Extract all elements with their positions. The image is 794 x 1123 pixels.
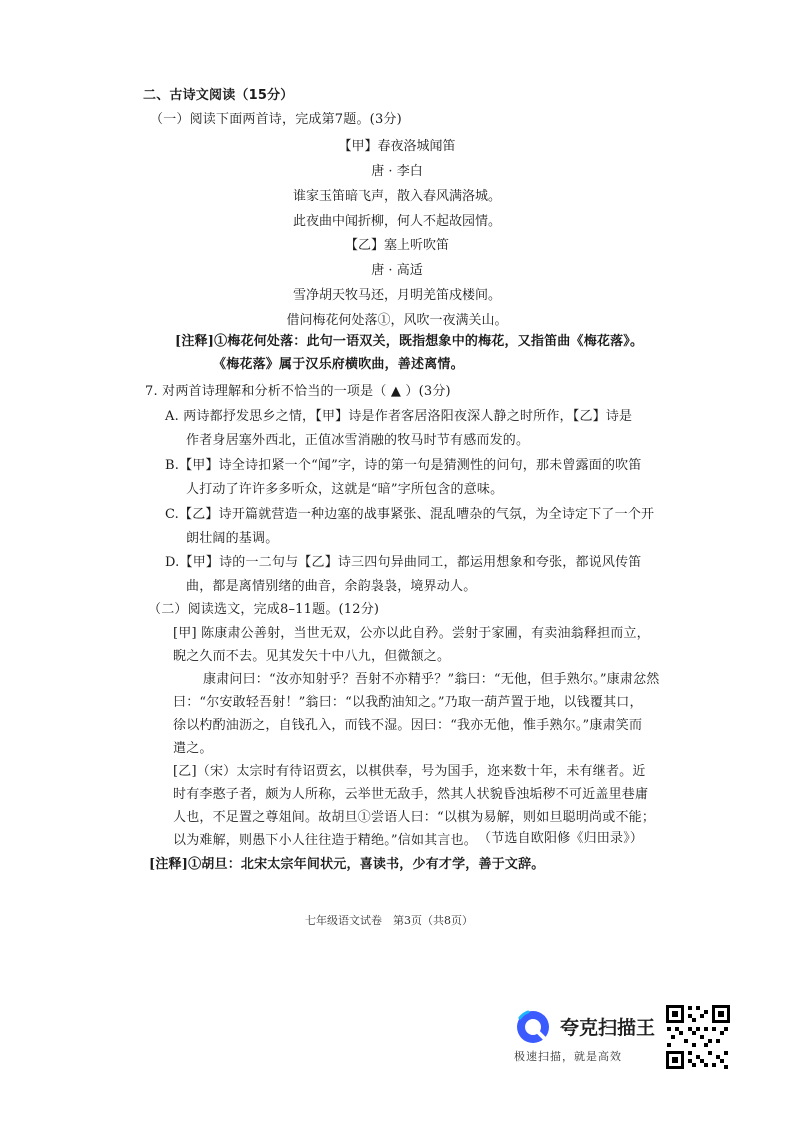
option-d-line-1: D.【甲】诗的一二句与【乙】诗三四句异曲同工，都运用想象和夸张，都说风传笛 [165,555,642,570]
part1-heading: （一）阅读下面两首诗，完成第7题。(3分) [150,112,402,127]
option-b-line-1: B.【甲】诗全诗扣紧一个“闻”字，诗的第一句是猜测性的问句，那未曾露面的吹笛 [165,458,642,473]
section-title: 二、古诗文阅读（15分） [143,88,294,103]
poem-note-line-2: 《梅花落》属于汉乐府横吹曲，善述离情。 [213,357,464,372]
passage-note: [注释]①胡旦：北宋太宗年间状元，喜读书，少有才学，善于文辞。 [149,857,545,872]
watermark-slogan: 极速扫描，就是高效 [514,1050,622,1063]
question-7-stem: 7. 对两首诗理解和分析不恰当的一项是（ ▲ ）(3分) [145,384,451,399]
option-c-line-2: 朗壮阔的基调。 [186,531,279,546]
passage-a-line-4: 曰：“尔安敢轻吾射！”翁曰：“以我酌油知之。”乃取一葫芦置于地，以钱覆其口， [173,695,643,710]
page-footer: 七年级语文试卷 第3页（共8页） [305,914,473,927]
passage-b-line-1: [乙]（宋）太宗时有待诏贾玄，以棋供奉，号为国手，迩来数十年，未有继者。近 [173,764,646,779]
passage-a-line-2: 睨之久而不去。见其发矢十中八九，但微颔之。 [173,649,451,664]
watermark-brand: 夸克扫描王 [560,1017,656,1039]
option-c-line-1: C.【乙】诗开篇就营造一种边塞的战事紧张、混乱嘈杂的气氛，为全诗定下了一个开 [165,507,655,522]
quark-logo-icon [514,1008,552,1046]
passage-a-line-3: 康肃问曰：“汝亦知射乎？吾射不亦精乎？”翁曰：“无他，但手熟尔。”康肃忿然 [203,672,660,687]
poem-b-line-1: 雪净胡天牧马还，月明羌笛戍楼间。 [292,288,501,303]
poem-b-line-2: 借问梅花何处落①，风吹一夜满关山。 [286,313,508,328]
poem-b-author: 唐 · 高适 [371,263,423,278]
poem-a-line-1: 谁家玉笛暗飞声，散入春风满洛城。 [292,189,501,204]
part2-heading: （二）阅读选文，完成8–11题。(12分) [148,602,380,617]
option-a-line-1: A. 两诗都抒发思乡之情，【甲】诗是作者客居洛阳夜深人静之时所作，【乙】诗是 [165,409,633,424]
passage-b-line-4: 以为难解，则愚下小人往往造于精绝。”信如其言也。 [173,833,477,848]
passage-b-line-3: 人也，不足置之尊俎间。故胡旦①尝语人曰：“以棋为易解，则如旦聪明尚或不能； [173,810,656,825]
passage-a-line-6: 遣之。 [173,741,213,756]
option-b-line-2: 人打动了许许多多听众，这就是“暗”字所包含的意味。 [186,482,504,497]
passage-b-line-2: 时有李憨子者，颇为人所称，云举世无敌手，然其人状貌昏浊垢秽不可近盖里巷庸 [173,787,649,802]
poem-a-author: 唐 · 李白 [371,164,423,179]
qr-code-icon [664,1003,732,1071]
passage-source: （节选自欧阳修《归田录》） [478,831,644,846]
poem-a-title: 【甲】春夜洛城闻笛 [338,139,456,154]
poem-b-title: 【乙】塞上听吹笛 [344,238,449,253]
poem-a-line-2: 此夜曲中闻折柳，何人不起故园情。 [292,214,501,229]
poem-note-line-1: [注释]①梅花何处落：此句一语双关，既指想象中的梅花，又指笛曲《梅花落》。 [175,334,644,349]
passage-a-line-1: [甲] 陈康肃公善射，当世无双，公亦以此自矜。尝射于家圃，有卖油翁释担而立， [173,626,650,641]
passage-a-line-5: 徐以杓酌油沥之，自钱孔入，而钱不湿。因曰：“我亦无他，惟手熟尔。”康肃笑而 [173,718,643,733]
option-a-line-2: 作者身居塞外西北，正值冰雪消融的牧马时节有感而发的。 [186,433,530,448]
option-d-line-2: 曲，都是离情别绪的曲音，余韵袅袅，境界动人。 [186,579,477,594]
